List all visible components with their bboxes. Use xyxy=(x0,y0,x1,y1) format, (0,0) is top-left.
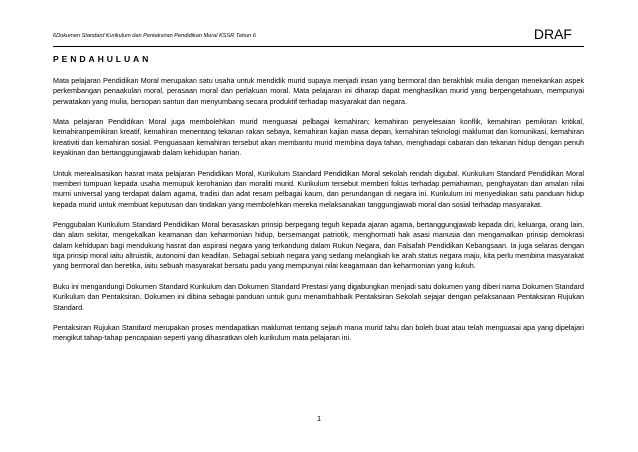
draft-label: DRAF xyxy=(533,26,572,42)
paragraph-4: Penggubalan Kurikulum Standard Pendidikan Moral berasaskan prinsip berpegang teguh kepada ajaran agama, bertanggungjawab kepada diri, keluarga, orang lain, dan alam sekitar, mengekalkan keamanan dan keharmonian hidup, bersemangat patriotik, menghormati hak asasi manusia dan mengamalkan prinsip demokrasi dalam kehidupan bagi mendukung hasrat dan aspirasi negara yang terkandung dalam Rukun Negara, dan Falsafah Pendidikan Kebangsaan. Ia juga selaras dengan tiga prinsip moral iaitu altruistik, autonomi dan keadilan. Sebagai sebuah negara yang sedang melangkah ke arah status negara maju, kita perlu membina masyarakat yang bermoral dan beretika, iaitu sebuah masyarakat bersatu padu yang mempunyai nilai keagamaan dan keharmonian yang kukuh. xyxy=(53,220,584,271)
section-title: PENDAHULUAN xyxy=(53,54,152,64)
paragraph-6: Pentaksiran Rujukan Standard merupakan proses mendapatkan maklumat tentang sejauh mana murid tahu dan boleh buat atau telah menguasai apa yang dipelajari mengikut tahap-tahap pencapaian seperti yang dihasratkan oleh kurikulum mata pelajaran ini. xyxy=(53,323,584,343)
page-header xyxy=(53,28,584,47)
paragraph-3: Untuk merealisasikan hasrat mata pelajaran Pendidikan Moral, Kurikulum Standard Pendidikan Moral sekolah rendah digubal. Kurikulum Standard Pendidikan Moral memberi tumpuan kepada usaha memupuk kerohanian dan moraliti murid. Kurikulum tersebut memberi fokus terhadap pemahaman, penghayatan dan amalan nilai murni universal yang terdapat dalam agama, tradisi dan adat resam pelbagai kaum, dan perundangan di negara ini. Kurikulum ini menyediakan satu panduan hidup kepada murid untuk membuat keputusan dan tindakan yang membolehkan mereka melaksanakan tanggungjawab moral dan sosial terhadap masyarakat. xyxy=(53,168,584,209)
paragraph-1: Mata pelajaran Pendidikan Moral merupakan satu usaha untuk mendidik murid supaya menjadi insan yang bermoral dan berakhlak mulia dengan menekankan aspek perkembangan penaakulan moral, perasaan moral dan perlakuan moral. Mata pelajaran ini diharap dapat menghasilkan murid yang berpengetahuan, mempunyai perwatakan yang mulia, bersopan santun dan menyumbang secara produktif terhadap masyarakat dan negara. xyxy=(53,76,584,106)
paragraph-5: Buku ini mengandungi Dokumen Standard Kurikulum dan Dokumen Standard Prestasi yang digabungkan menjadi satu dokumen yang diberi nama Dokumen Standard Kurikulum dan Pentaksiran. Dokumen ini dibina sebagai panduan untuk guru menambahbaik Pentaksiran Sekolah sejajar dengan pelaksanaan Pentaksiran Rujukan Standard. xyxy=(53,281,585,312)
body-text xyxy=(53,76,584,354)
page-number: 1 xyxy=(316,414,322,423)
paragraph-2: Mata pelajaran Pendidikan Moral juga membolehkan murid menguasai pelbagai kemahiran; kemahiran penyelesaian konflik, kemahiran pemikiran kritikal, kemahiranpemikiran kreatif, kemahiran menentang tekanan rakan sebaya, kemahiran kajian masa depan, kemahiran teknologi maklumat dan komunikasi, kemahiran kreativiti dan kemahiran sosial. Penguasaan kemahiran tersebut akan membantu murid membina daya tahan, menghadapi cabaran dan tekanan hidup dengan penuh keyakinan dan bertanggungjawab dalam kehidupan harian. xyxy=(53,117,584,158)
document-label: 6Dokumen Standard Kurikulum dan Pentaksiran Pendidikan Moral KSSR Tahun 6 xyxy=(53,33,256,39)
